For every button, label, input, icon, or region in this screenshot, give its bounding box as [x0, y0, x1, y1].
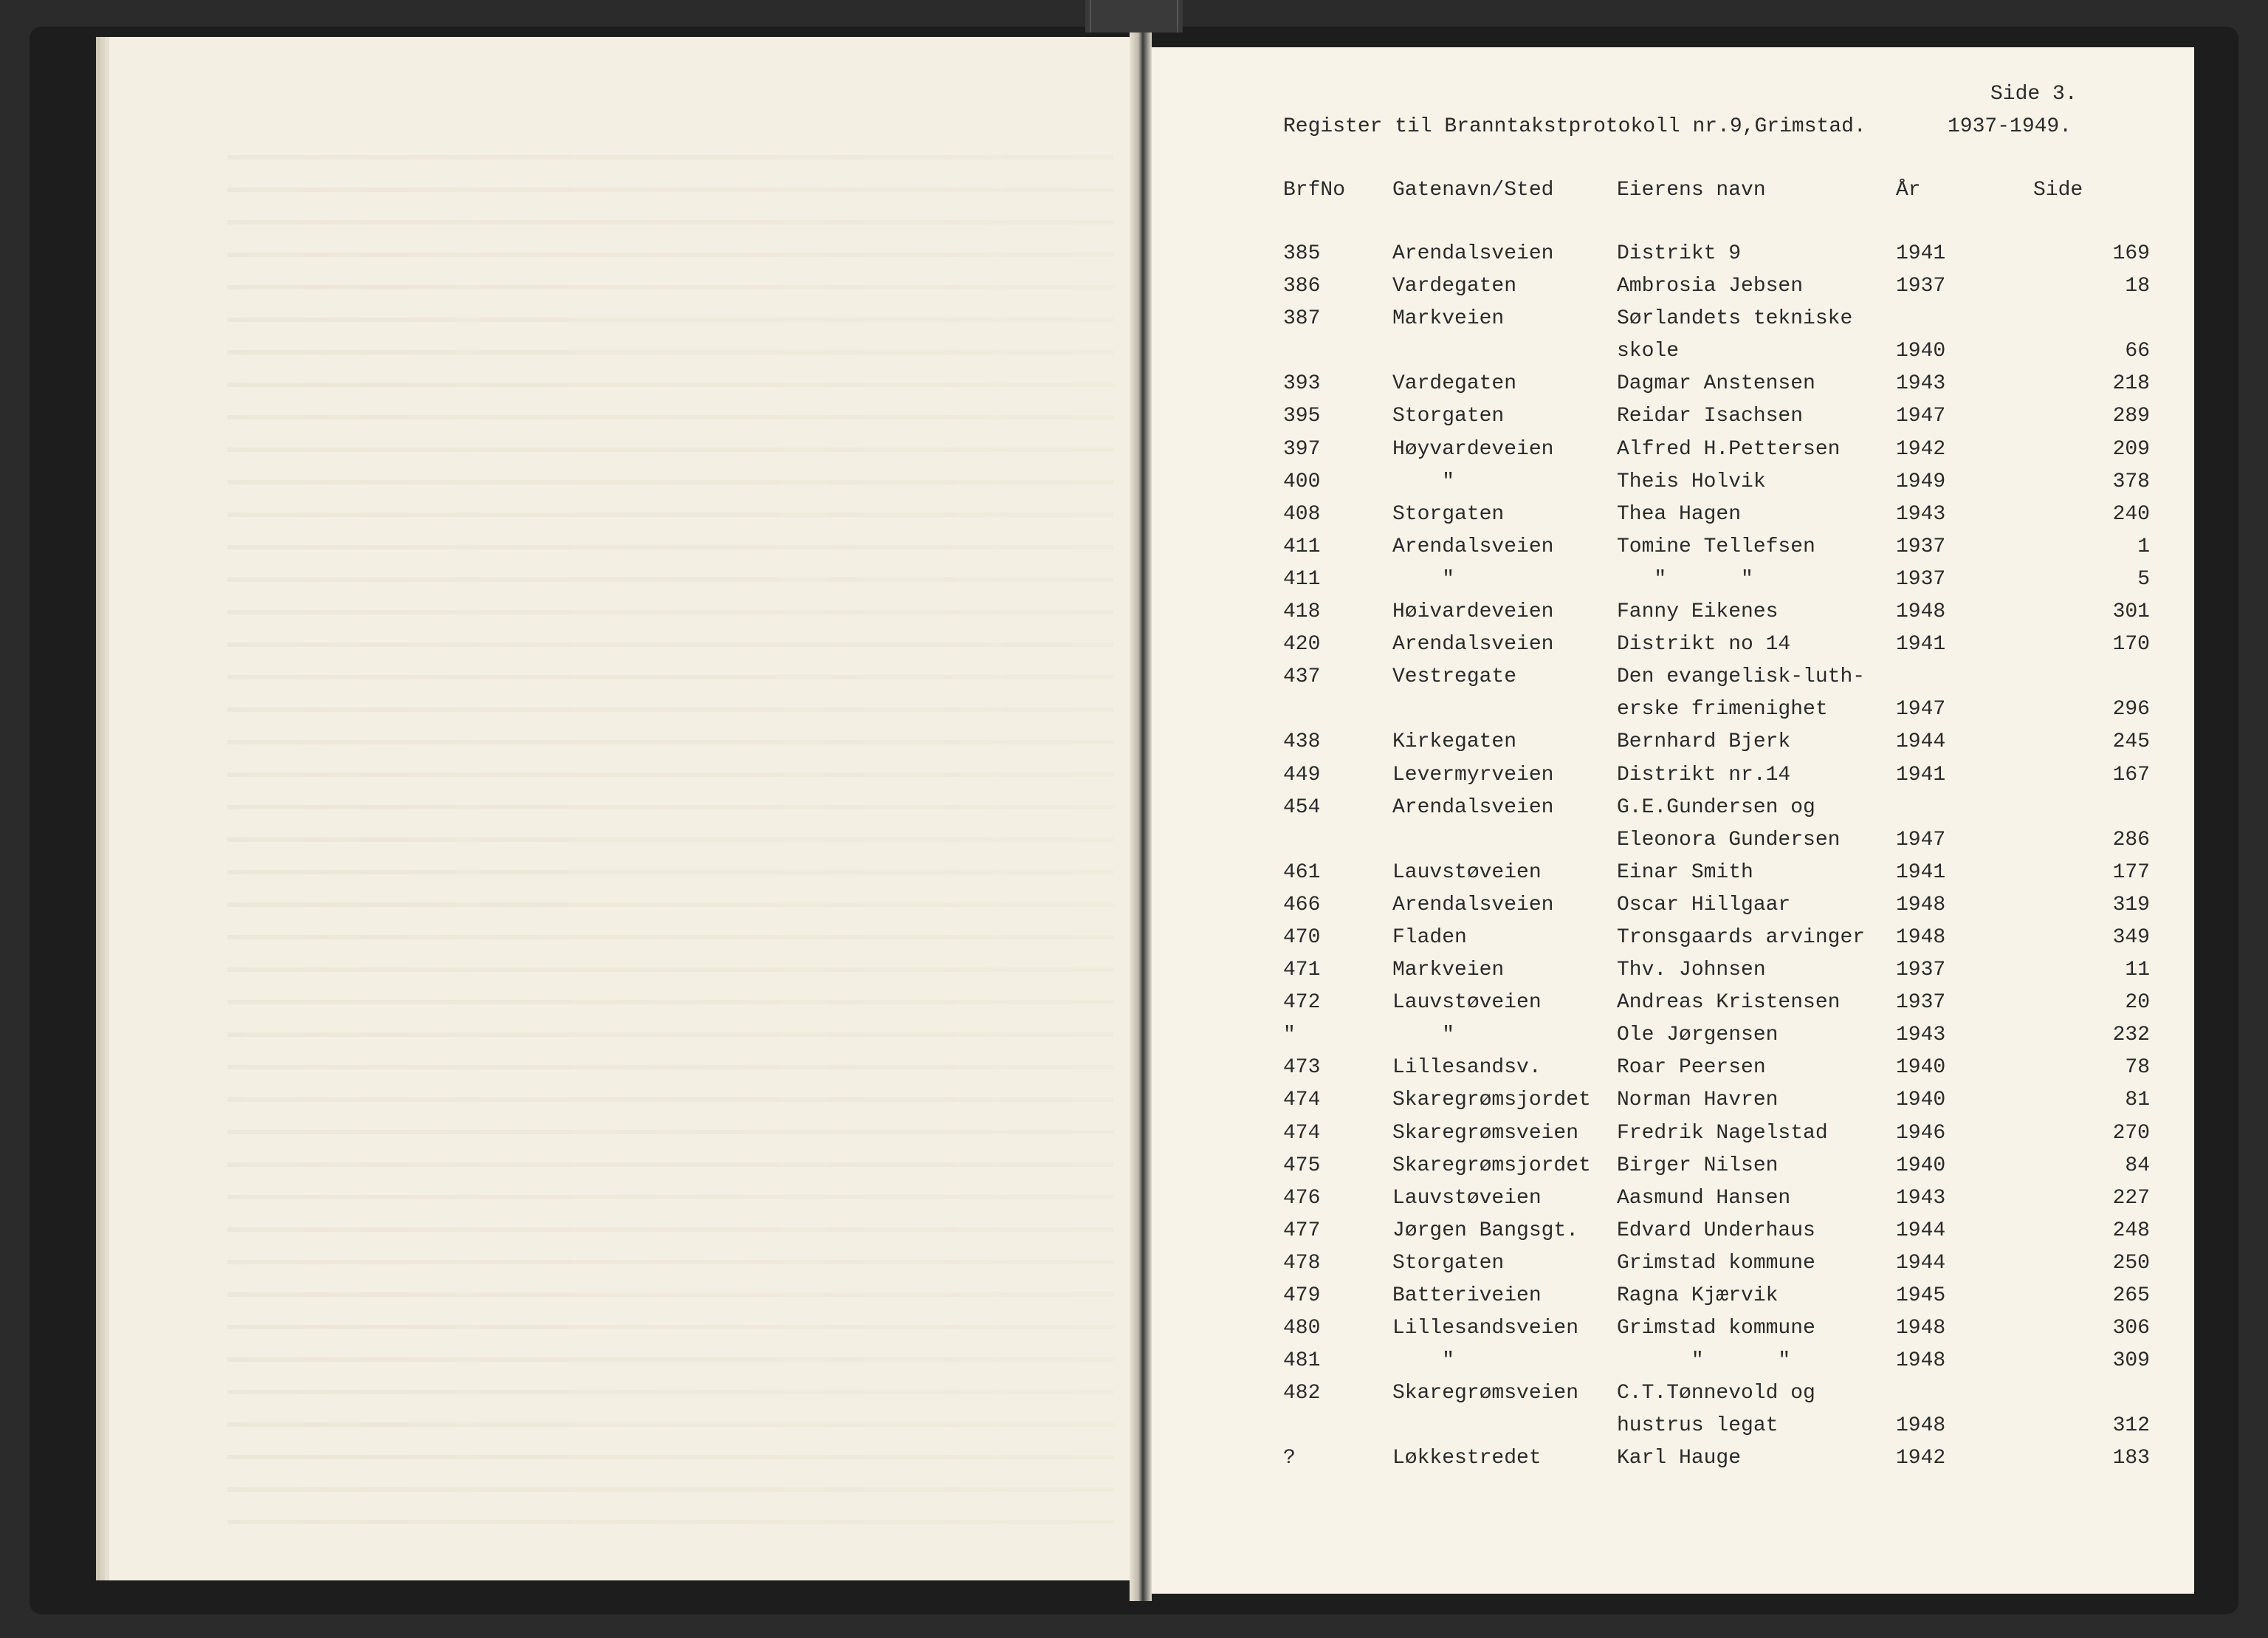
cell-ar: 1943: [1896, 1186, 1946, 1210]
cell-gate: Markveien: [1392, 959, 1505, 982]
cell-side: 301: [2112, 600, 2150, 624]
cell-side: 378: [2112, 470, 2150, 493]
cell-brfno: 471: [1283, 959, 1321, 982]
cell-eier: Fanny Eikenes: [1617, 600, 1779, 624]
header-eier: Eierens navn: [1617, 179, 1766, 202]
cell-side: 270: [2112, 1121, 2150, 1145]
cell-eier: Norman Havren: [1617, 1089, 1779, 1112]
cell-gate: Høivardeveien: [1392, 600, 1554, 624]
cell-eier: Distrikt nr.14: [1617, 763, 1791, 787]
cell-gate: Arendalsveien: [1392, 633, 1554, 657]
table-row: [1152, 438, 2194, 470]
cell-eier: Ambrosia Jebsen: [1617, 275, 1804, 298]
cell-eier: Einar Smith: [1617, 860, 1753, 884]
cell-brfno: ": [1283, 1024, 1296, 1047]
year-range: 1937-1949.: [1948, 115, 2072, 138]
cell-brfno: 478: [1283, 1251, 1321, 1275]
cell-ar: 1937: [1896, 959, 1946, 982]
cell-ar: 1941: [1896, 242, 1946, 265]
cell-side: 286: [2112, 828, 2150, 851]
cell-gate: Arendalsveien: [1392, 795, 1554, 819]
cell-ar: 1943: [1896, 502, 1946, 526]
cell-ar: 1940: [1896, 1089, 1946, 1112]
table-row: [1152, 1024, 2194, 1056]
left-page-blank-back: [109, 37, 1144, 1580]
cell-side: 1: [2137, 535, 2150, 558]
cell-gate: Markveien: [1392, 307, 1505, 331]
table-row: [1152, 665, 2194, 698]
cell-ar: 1940: [1896, 1056, 1946, 1080]
cell-side: 245: [2112, 730, 2150, 754]
cell-eier: Bernhard Bjerk: [1617, 730, 1791, 754]
cell-gate: ": [1392, 1349, 1455, 1373]
cell-ar: 1942: [1896, 437, 1946, 461]
table-row: [1152, 1252, 2194, 1284]
cell-gate: Arendalsveien: [1392, 893, 1554, 916]
table-row: [1152, 1056, 2194, 1089]
table-row: [1152, 1122, 2194, 1154]
cell-gate: Fladen: [1392, 925, 1467, 949]
cell-side: 11: [2125, 959, 2150, 982]
cell-gate: Batteriveien: [1392, 1284, 1542, 1307]
cell-brfno: 477: [1283, 1219, 1321, 1242]
cell-eier: Distrikt 9: [1617, 242, 1742, 265]
cell-eier: Distrikt no 14: [1617, 633, 1791, 657]
cell-eier: Andreas Kristensen: [1617, 991, 1841, 1015]
cell-eier: Alfred H.Pettersen: [1617, 437, 1841, 461]
table-row: [1152, 698, 2194, 730]
table-row: [1152, 633, 2194, 665]
cell-brfno: 480: [1283, 1317, 1321, 1340]
cell-eier: C.T.Tønnevold og: [1617, 1382, 1815, 1405]
cell-side: 306: [2112, 1317, 2150, 1340]
table-row: [1152, 535, 2194, 568]
cell-eier: Aasmund Hansen: [1617, 1186, 1791, 1210]
table-row: [1152, 829, 2194, 861]
cell-ar: 1941: [1896, 860, 1946, 884]
cell-side: 170: [2112, 633, 2150, 657]
cell-eier: G.E.Gundersen og: [1617, 795, 1815, 819]
table-row: [1152, 894, 2194, 926]
cell-brfno: 437: [1283, 665, 1321, 689]
cell-side: 81: [2125, 1089, 2150, 1112]
cell-eier: Fredrik Nagelstad: [1617, 1121, 1828, 1145]
cell-side: 232: [2112, 1024, 2150, 1047]
cell-brfno: 393: [1283, 372, 1321, 396]
table-row: [1152, 1089, 2194, 1121]
cell-gate: Storgaten: [1392, 405, 1505, 428]
table-row: [1152, 1154, 2194, 1187]
cell-brfno: 466: [1283, 893, 1321, 916]
bleed-through-texture: [227, 133, 1113, 1536]
cell-ar: 1940: [1896, 1154, 1946, 1177]
cell-gate: Lauvstøveien: [1392, 860, 1542, 884]
cell-side: 66: [2125, 340, 2150, 363]
cell-side: 289: [2112, 405, 2150, 428]
cell-gate: Vestregate: [1392, 665, 1517, 689]
cell-ar: 1947: [1896, 698, 1946, 722]
cell-brfno: 408: [1283, 502, 1321, 526]
cell-eier: Roar Peersen: [1617, 1056, 1766, 1080]
cell-brfno: 385: [1283, 242, 1321, 265]
cell-eier: Eleonora Gundersen: [1617, 828, 1841, 851]
table-row: [1152, 1187, 2194, 1219]
cell-brfno: 397: [1283, 437, 1321, 461]
cell-brfno: 400: [1283, 470, 1321, 493]
cell-side: 248: [2112, 1219, 2150, 1242]
cell-ar: 1948: [1896, 893, 1946, 916]
cell-ar: 1937: [1896, 991, 1946, 1015]
cell-brfno: 387: [1283, 307, 1321, 331]
cell-eier: Tomine Tellefsen: [1617, 535, 1815, 558]
cell-gate: Høyvardeveien: [1392, 437, 1554, 461]
page-title: Register til Branntakstprotokoll nr.9,Grimstad.: [1283, 115, 1866, 138]
cell-eier: Thea Hagen: [1617, 502, 1742, 526]
table-row: [1152, 1382, 2194, 1414]
cell-brfno: 411: [1283, 567, 1321, 591]
cell-ar: 1946: [1896, 1121, 1946, 1145]
cell-ar: 1947: [1896, 828, 1946, 851]
cell-side: 209: [2112, 437, 2150, 461]
cell-eier: " ": [1617, 567, 1753, 591]
cell-brfno: 454: [1283, 795, 1321, 819]
cell-brfno: 418: [1283, 600, 1321, 624]
cell-eier: Ragna Kjærvik: [1617, 1284, 1779, 1307]
cell-eier: skole: [1617, 340, 1680, 363]
cell-side: 309: [2112, 1349, 2150, 1373]
table-row: [1152, 568, 2194, 600]
table-row: [1152, 1219, 2194, 1252]
table-row: [1152, 307, 2194, 340]
cell-ar: 1944: [1896, 1219, 1946, 1242]
cell-brfno: 411: [1283, 535, 1321, 558]
table-row: [1152, 405, 2194, 437]
cell-ar: 1948: [1896, 1414, 1946, 1438]
cell-ar: 1941: [1896, 633, 1946, 657]
cell-gate: Arendalsveien: [1392, 535, 1554, 558]
cell-ar: 1942: [1896, 1447, 1946, 1470]
cell-side: 20: [2125, 991, 2150, 1015]
cell-eier: Oscar Hillgaar: [1617, 893, 1791, 916]
cell-eier: Karl Hauge: [1617, 1447, 1742, 1470]
cell-eier: Den evangelisk-luth-: [1617, 665, 1866, 689]
cell-side: 296: [2112, 698, 2150, 722]
cell-gate: Kirkegaten: [1392, 730, 1517, 754]
cell-brfno: 420: [1283, 633, 1321, 657]
cell-side: 227: [2112, 1186, 2150, 1210]
cell-side: 5: [2137, 567, 2150, 591]
cell-eier: Birger Nilsen: [1617, 1154, 1779, 1177]
cell-gate: Skaregrømsjordet: [1392, 1154, 1591, 1177]
cell-brfno: 438: [1283, 730, 1321, 754]
cell-ar: 1941: [1896, 763, 1946, 787]
table-row: [1152, 991, 2194, 1024]
cell-ar: 1943: [1896, 1024, 1946, 1047]
cell-gate: Lillesandsv.: [1392, 1056, 1542, 1080]
cell-side: 18: [2125, 275, 2150, 298]
cell-side: 312: [2112, 1414, 2150, 1438]
cell-brfno: 479: [1283, 1284, 1321, 1307]
cell-gate: Jørgen Bangsgt.: [1392, 1219, 1579, 1242]
cell-side: 218: [2112, 372, 2150, 396]
cell-gate: ": [1392, 567, 1455, 591]
cell-gate: Lillesandsveien: [1392, 1317, 1579, 1340]
cell-brfno: 474: [1283, 1121, 1321, 1145]
cell-eier: Sørlandets tekniske: [1617, 307, 1853, 331]
cell-eier: Grimstad kommune: [1617, 1251, 1815, 1275]
table-row: [1152, 503, 2194, 535]
header-side: Side: [2033, 179, 2083, 202]
table-row: [1152, 861, 2194, 894]
cell-ar: 1943: [1896, 372, 1946, 396]
cell-brfno: ?: [1283, 1447, 1296, 1470]
cell-brfno: 474: [1283, 1089, 1321, 1112]
cell-gate: Levermyrveien: [1392, 763, 1554, 787]
table-row: [1152, 1284, 2194, 1317]
cell-gate: Storgaten: [1392, 1251, 1505, 1275]
book-spine: [1130, 32, 1152, 1601]
cell-ar: 1948: [1896, 1317, 1946, 1340]
cell-eier: Dagmar Anstensen: [1617, 372, 1815, 396]
page-number: Side 3.: [1990, 83, 2078, 106]
table-row: [1152, 275, 2194, 307]
table-row: [1152, 600, 2194, 633]
table-row: [1152, 242, 2194, 275]
cell-ar: 1937: [1896, 567, 1946, 591]
cell-side: 169: [2112, 242, 2150, 265]
table-row: [1152, 730, 2194, 763]
table-row: [1152, 470, 2194, 503]
binder-top-gap: [1085, 0, 1183, 32]
cell-gate: Skaregrømsveien: [1392, 1121, 1579, 1145]
cell-eier: Tronsgaards arvinger: [1617, 925, 1866, 949]
table-row: [1152, 796, 2194, 829]
table-row: [1152, 1317, 2194, 1349]
cell-side: 177: [2112, 860, 2150, 884]
register-page: [1152, 47, 2194, 1594]
cell-ar: 1937: [1896, 535, 1946, 558]
cell-brfno: 386: [1283, 275, 1321, 298]
cell-ar: 1944: [1896, 1251, 1946, 1275]
cell-gate: Vardegaten: [1392, 275, 1517, 298]
cell-eier: Grimstad kommune: [1617, 1317, 1815, 1340]
cell-side: 240: [2112, 502, 2150, 526]
cell-ar: 1949: [1896, 470, 1946, 493]
table-row: [1152, 764, 2194, 796]
cell-ar: 1944: [1896, 730, 1946, 754]
cell-eier: Reidar Isachsen: [1617, 405, 1804, 428]
cell-eier: Edvard Underhaus: [1617, 1219, 1815, 1242]
cell-gate: Lauvstøveien: [1392, 991, 1542, 1015]
cell-brfno: 395: [1283, 405, 1321, 428]
cell-ar: 1937: [1896, 275, 1946, 298]
cell-gate: Storgaten: [1392, 502, 1505, 526]
cell-gate: ": [1392, 1024, 1455, 1047]
table-row: [1152, 1349, 2194, 1382]
cell-gate: Arendalsveien: [1392, 242, 1554, 265]
cell-ar: 1948: [1896, 925, 1946, 949]
table-row: [1152, 959, 2194, 991]
cell-brfno: 461: [1283, 860, 1321, 884]
cell-gate: ": [1392, 470, 1455, 493]
cell-brfno: 481: [1283, 1349, 1321, 1373]
cell-brfno: 475: [1283, 1154, 1321, 1177]
cell-gate: Vardegaten: [1392, 372, 1517, 396]
cell-eier: hustrus legat: [1617, 1414, 1779, 1438]
cell-side: 78: [2125, 1056, 2150, 1080]
header-brfno: BrfNo: [1283, 179, 1346, 202]
table-row: [1152, 926, 2194, 959]
cell-side: 265: [2112, 1284, 2150, 1307]
cell-side: 84: [2125, 1154, 2150, 1177]
cell-gate: Skaregrømsveien: [1392, 1382, 1579, 1405]
cell-ar: 1947: [1896, 405, 1946, 428]
cell-side: 319: [2112, 893, 2150, 916]
table-row: [1152, 340, 2194, 372]
table-row: [1152, 1447, 2194, 1479]
cell-eier: Thv. Johnsen: [1617, 959, 1766, 982]
cell-eier: Theis Holvik: [1617, 470, 1766, 493]
cell-brfno: 449: [1283, 763, 1321, 787]
header-gate: Gatenavn/Sted: [1392, 179, 1554, 202]
cell-ar: 1945: [1896, 1284, 1946, 1307]
cell-brfno: 470: [1283, 925, 1321, 949]
cell-brfno: 472: [1283, 991, 1321, 1015]
cell-ar: 1948: [1896, 600, 1946, 624]
cell-eier: " ": [1617, 1349, 1791, 1373]
cell-gate: Lauvstøveien: [1392, 1186, 1542, 1210]
register-table: [1152, 242, 2194, 1480]
cell-ar: 1940: [1896, 340, 1946, 363]
cell-brfno: 473: [1283, 1056, 1321, 1080]
cell-gate: Skaregrømsjordet: [1392, 1089, 1591, 1112]
cell-eier: erske frimenighet: [1617, 698, 1828, 722]
cell-ar: 1948: [1896, 1349, 1946, 1373]
cell-eier: Ole Jørgensen: [1617, 1024, 1779, 1047]
table-row: [1152, 372, 2194, 405]
cell-brfno: 476: [1283, 1186, 1321, 1210]
cell-gate: Løkkestredet: [1392, 1447, 1542, 1470]
cell-side: 167: [2112, 763, 2150, 787]
cell-side: 349: [2112, 925, 2150, 949]
header-ar: År: [1896, 179, 1921, 202]
cell-brfno: 482: [1283, 1382, 1321, 1405]
cell-side: 183: [2112, 1447, 2150, 1470]
cell-side: 250: [2112, 1251, 2150, 1275]
table-row: [1152, 1414, 2194, 1447]
